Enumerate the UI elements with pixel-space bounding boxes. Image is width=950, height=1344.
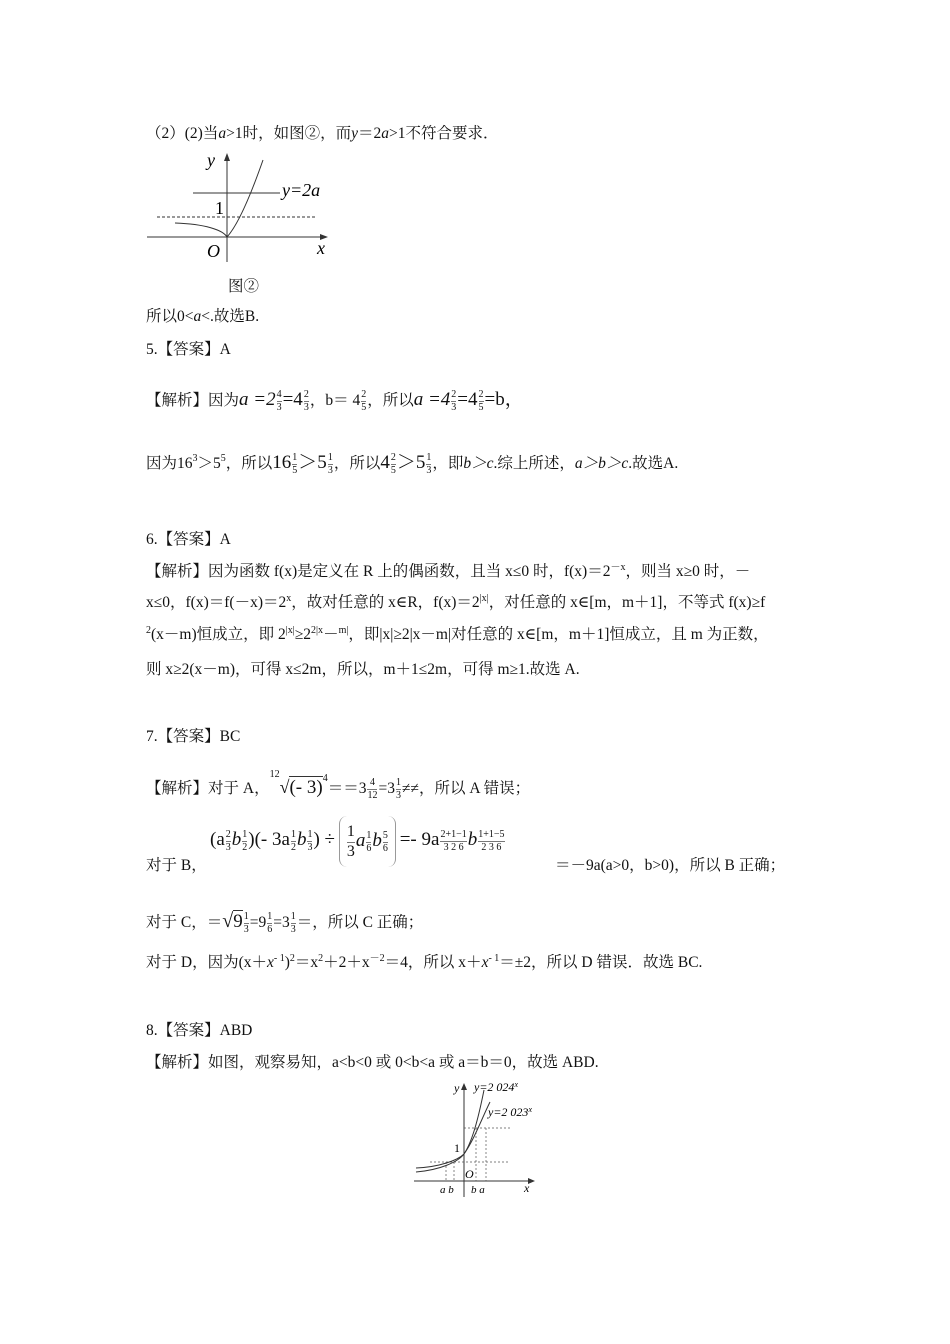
q8-ticks-left: a b [440,1184,454,1196]
q7-option-c: 对于 C，＝√9 $\frac{1}{3}$ =9 $\frac{1}{6}$ =3 $\frac{1}{3}$ ＝，所以 C 正确； [146,910,424,935]
fig2-curve-label: y=2a [282,180,321,200]
q8-x-label: x [524,1181,530,1195]
q8-curve1-label: y=2 024$^x$ [474,1080,518,1094]
fig2-origin-label: O [207,241,220,261]
q6-analysis-line1: 【解析】因为函数 f(x)是定义在 R 上的偶函数，且当 x≤0 时，$f(x)=2^{-x}$，则当 x≥0 时，－ [146,562,751,580]
q7-answer: 7.【答案】BC [146,728,241,745]
q8-curve2-label: y=2 023$^x$ [488,1105,532,1119]
q6-answer: 6.【答案】A [146,531,231,548]
q7-option-b-expression: (a $\frac{2}{3}$ b $\frac{1}{2}$ )(- 3a $\frac{1}{2}$ b $\frac{1}{3}$ ) ÷ $\frac{1}{3}$ a $\frac{1}{6}$ b $\frac{5}{6}$ =- 9a $\frac{2+1-1}{3 2 6}$ b $\frac{1+1-5}{2 3 6}$ [210,815,506,867]
q8-one-label: 1 [454,1141,460,1155]
q7-option-d: 对于 D，因为$(x+x^{- 1})^2=x^2+2+x^{-2}=4$，所以 $x+x^{- 1}=\pm 2$，所以 D 错误．故选 BC. [146,953,703,971]
q5-analysis-line1: 【解析】因为a =2 $\frac{4}{3}$ =4 $\frac{2}{3}$ ，b＝ 4 $\frac{2}{5}$ ，所以a =4 $\frac{2}{3}$ =4 $\frac{2}{5}$ =b， [146,388,524,413]
q8-origin-label: O [465,1167,474,1181]
fig2-y-label: y [207,150,215,170]
q6-analysis-line3: $^2$(x－m)恒成立，即 $2^{|x|}\ge 2^{2|x}-^{m|}$，即|x|≥2|x－m|对任意的 x∈[m，m＋1]恒成立，且 m 为正数， [146,625,769,643]
figure-2-caption: 图② [228,278,260,295]
q6-analysis-line2: x≤0，$f(x)=f(-x)=2^x$，故对任意的 x∈R，$f(x)=2^{|x|}$，对任意的 x∈[m，m＋1]，不等式 f(x)≥f [146,593,766,611]
q7-option-b-label: 对于 B， [146,857,207,874]
q8-ticks-right: b a [471,1184,485,1196]
fig2-x-label: x [317,238,325,258]
q5-analysis-line2: 因为$16^3>5^5$，所以16 $\frac{1}{5}$ ＞5 $\frac{1}{3}$ ，所以4 $\frac{2}{5}$ ＞5 $\frac{1}{3}$ ，即b＞c.综上所述，a＞b＞c.故选A. [146,451,679,476]
q8-graph [410,1080,540,1198]
q6-analysis-line4: 则 x≥2(x－m)，可得 x≤2m，所以，m＋1≤2m，可得 m≥1.故选 A. [146,661,580,678]
q4-condition-line: （2）(2)当a>1时，如图②，而y＝2a>1不符合要求． [146,125,499,142]
q7-option-a: 【解析】对于 A，$^{12}$√(- 3)4＝＝3 $\frac{4}{12}$ =3 $\frac{1}{3}$ ≠≠，所以 A 错误； [146,769,531,801]
q5-answer: 5.【答案】A [146,341,231,358]
q4-conclusion: 所以0<a<.故选B. [146,308,260,325]
fig2-one-label: 1 [215,198,224,218]
q8-answer: 8.【答案】ABD [146,1022,253,1039]
q7-option-b-result: ＝－9a(a>0，b>0)，所以 B 正确； [555,857,786,874]
q8-y-label: y [454,1081,460,1095]
figure-2-graph [145,150,335,265]
q8-analysis: 【解析】如图，观察易知，a<b<0 或 0<b<a 或 a＝b＝0，故选 ABD. [146,1054,599,1071]
